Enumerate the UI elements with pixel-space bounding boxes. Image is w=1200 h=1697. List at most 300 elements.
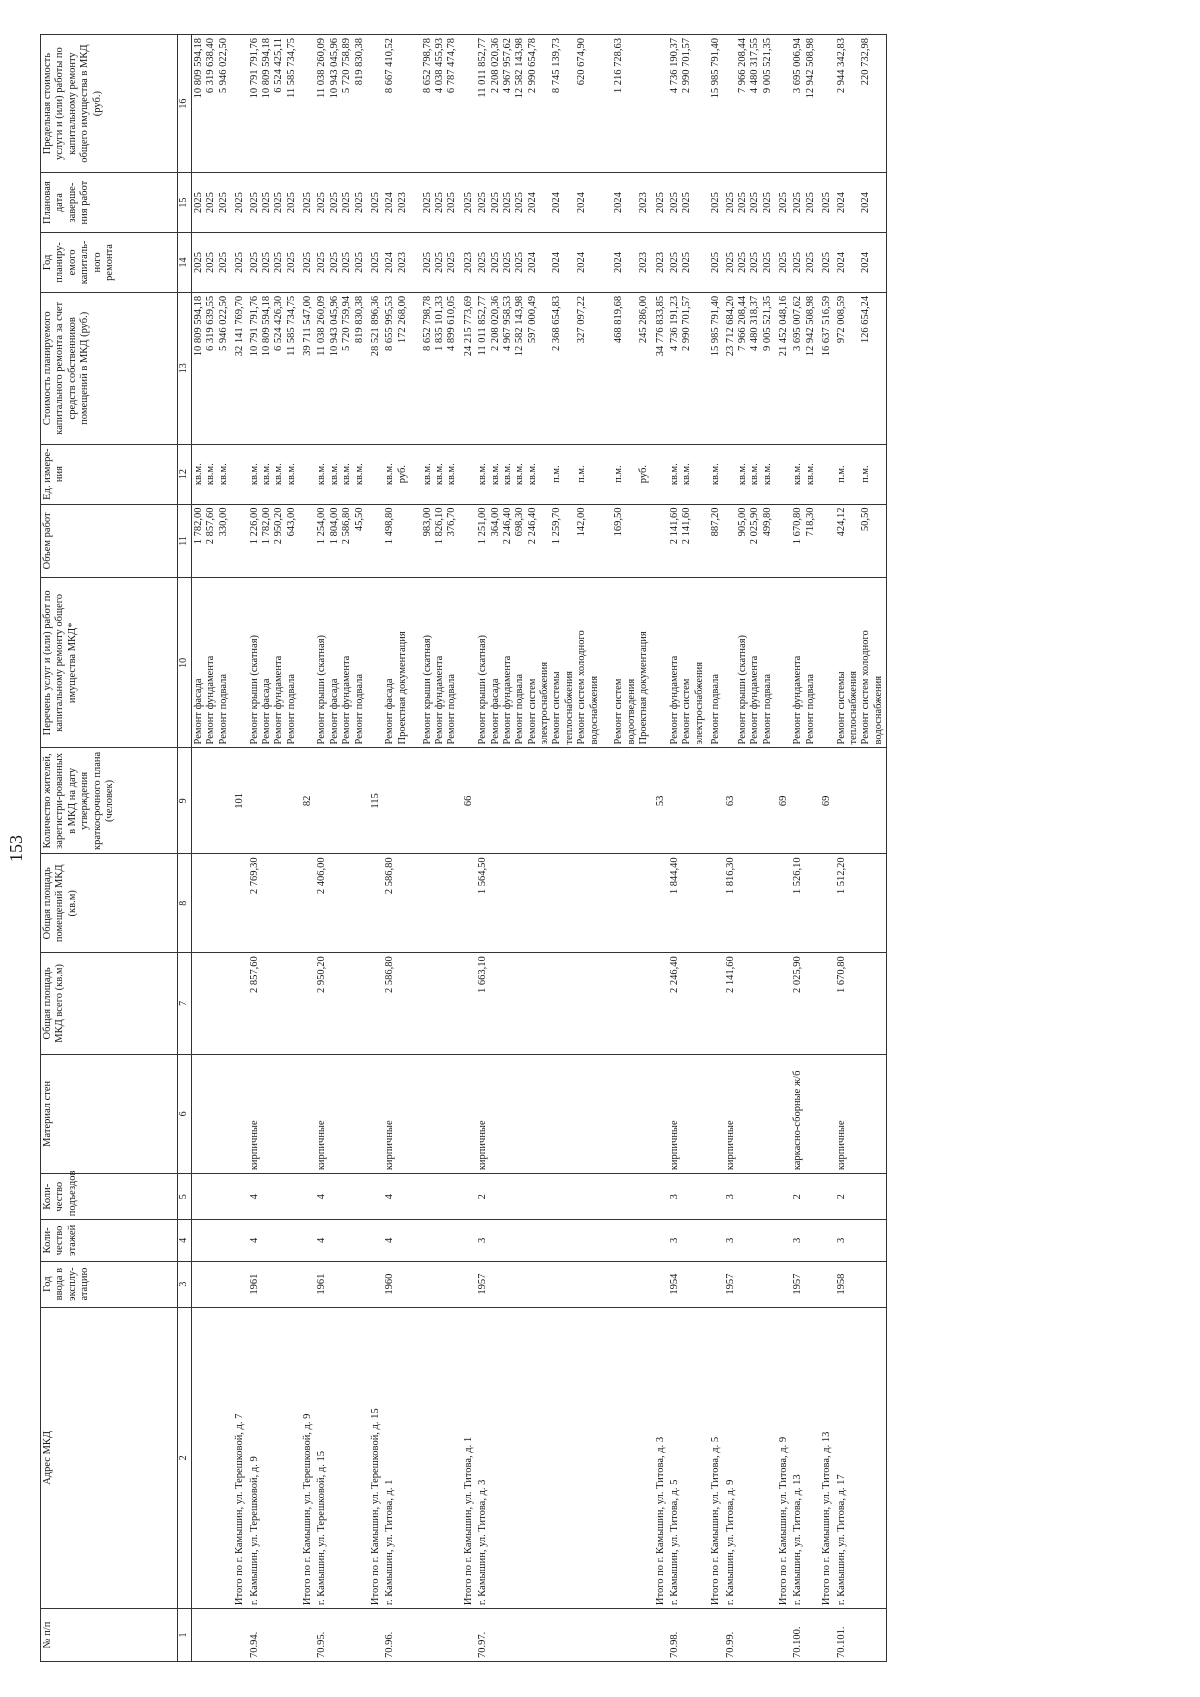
total-row xyxy=(818,35,834,1662)
empty-cell xyxy=(460,35,476,173)
table-body xyxy=(192,35,887,1662)
completion-year-line: 2025 xyxy=(477,192,489,214)
unit-line: кв.м. xyxy=(736,463,748,486)
empty-cell xyxy=(818,854,834,953)
total-area: 2 857,60 xyxy=(248,953,300,1054)
page-number-text: 153 xyxy=(5,835,26,862)
max-cost-line xyxy=(848,38,860,169)
total-repair-year: 2023 xyxy=(652,233,668,293)
work-volume-line: 1 804,00 xyxy=(328,507,340,545)
address: г. Камышин, ул. Терешковой, д. 15 xyxy=(315,1307,367,1608)
completion-year-line: 2025 xyxy=(749,192,761,214)
unit-line xyxy=(539,448,551,501)
completion-year-line: 2024 xyxy=(551,192,563,214)
work-volume-line xyxy=(539,508,551,575)
total-row xyxy=(652,35,668,1662)
empty-cell xyxy=(818,1054,834,1174)
repair-year-line xyxy=(873,236,885,289)
max-cost-line: 12 942 508,98 xyxy=(804,38,816,99)
repair-cost xyxy=(791,292,818,444)
completion-year xyxy=(791,173,818,233)
total-row xyxy=(299,35,315,1662)
wall-material: кирпичные xyxy=(835,1054,887,1174)
unit-line: п.м. xyxy=(576,465,588,483)
work-volume-line: 1 782,00 xyxy=(260,507,272,545)
unit-line: кв.м. xyxy=(501,463,513,486)
repair-year-line xyxy=(848,236,860,289)
completion-year-line: 2025 xyxy=(761,192,773,214)
unit-line: кв.м. xyxy=(193,463,204,486)
work-list-line: Ремонт систем xyxy=(526,678,538,745)
wall-material: кирпичные xyxy=(248,1054,300,1174)
repair-year-line: 2025 xyxy=(681,251,693,273)
completion-year xyxy=(248,173,300,233)
work-volume-line: 1 782,00 xyxy=(193,507,204,545)
row-number: 70.100. xyxy=(791,1609,818,1662)
empty-cell xyxy=(652,953,668,1054)
work-list-line: Ремонт фундамента xyxy=(205,655,217,745)
repair-cost-line: 2 368 654,83 xyxy=(551,295,563,351)
column-number: 14 xyxy=(178,233,192,293)
repair-cost-line: 4 967 958,53 xyxy=(501,295,513,351)
total-completion-year: 2025 xyxy=(460,173,476,233)
total-completion-year: 2025 xyxy=(231,173,247,233)
completion-year-line: 2025 xyxy=(217,192,229,214)
work-list xyxy=(383,578,459,748)
total-repair-year: 2025 xyxy=(231,233,247,293)
wall-material: каркасно-сборные ж/б xyxy=(791,1054,818,1174)
work-list-line: водоотведения xyxy=(625,678,637,745)
repair-cost-line: 597 000,49 xyxy=(526,295,538,344)
max-cost-line xyxy=(409,38,421,169)
column-number-row xyxy=(178,35,192,1662)
repair-cost-line: 5 720 759,94 xyxy=(341,295,353,351)
repair-year xyxy=(724,233,776,293)
column-number: 5 xyxy=(178,1174,192,1220)
work-volume-line xyxy=(601,508,613,575)
work-volume-line xyxy=(694,508,706,575)
completion-year-line: 2025 xyxy=(514,192,526,214)
repair-cost-line: 10 943 045,96 xyxy=(328,295,340,357)
max-cost-line xyxy=(539,38,551,169)
unit-line: п.м. xyxy=(613,465,625,483)
unit-line: кв.м. xyxy=(353,463,365,486)
repair-year xyxy=(707,233,723,293)
empty-cell xyxy=(652,1054,668,1174)
unit-line: кв.м. xyxy=(433,463,445,486)
empty-cell xyxy=(818,1261,834,1307)
wall-material: кирпичные xyxy=(383,1054,459,1174)
unit xyxy=(315,444,367,504)
unit-line xyxy=(589,448,601,501)
repair-cost-line: 468 819,68 xyxy=(613,295,625,344)
column-number: 4 xyxy=(178,1220,192,1261)
repair-cost-line: 2 990 701,57 xyxy=(681,295,693,351)
work-list-line: Ремонт крыши (скатная) xyxy=(248,634,260,745)
max-cost-line: 5 720 758,89 xyxy=(341,38,353,94)
work-list-line: Ремонт подвала xyxy=(761,673,773,745)
address: г. Камышин, ул. Титова, д. 1 xyxy=(383,1307,459,1608)
unit xyxy=(791,444,818,504)
completion-year-line: 2025 xyxy=(668,192,680,214)
empty-cell xyxy=(775,504,791,578)
column-header-14: Год планиру-емого капиталь-ного ремонта xyxy=(41,233,178,293)
repair-year-line: 2025 xyxy=(724,251,736,273)
work-list xyxy=(724,578,776,748)
entrances: 2 xyxy=(791,1174,818,1220)
row-number: 70.95. xyxy=(315,1609,367,1662)
max-cost-line: 4 967 957,62 xyxy=(501,38,513,94)
total-row xyxy=(231,35,247,1662)
building-row xyxy=(315,35,367,1662)
max-cost-line: 5 946 022,50 xyxy=(217,38,229,94)
column-header-6: Материал стен xyxy=(41,1054,178,1174)
repair-year xyxy=(668,233,707,293)
repair-year-line xyxy=(601,236,613,289)
residents: 82 xyxy=(299,748,315,854)
repair-year-line: 2025 xyxy=(761,251,773,273)
max-cost-line: 12 582 143,98 xyxy=(514,38,526,99)
empty-cell xyxy=(818,578,834,748)
repair-year-line: 2025 xyxy=(489,251,501,273)
work-volume-line: 2 246,40 xyxy=(526,507,538,545)
max-cost-line xyxy=(638,38,650,169)
work-list-line: Ремонт крыши (скатная) xyxy=(316,634,328,745)
max-cost xyxy=(248,35,300,173)
empty-cell xyxy=(707,854,723,953)
row-number xyxy=(299,1609,315,1662)
completion-year-line xyxy=(589,176,601,229)
repair-year xyxy=(383,233,459,293)
work-volume-line: 2 246,40 xyxy=(501,507,513,545)
repair-year xyxy=(248,233,300,293)
work-volume-line: 983,00 xyxy=(421,507,433,537)
total-repair-year: 2025 xyxy=(299,233,315,293)
max-cost-line: 2 990 654,78 xyxy=(526,38,538,94)
total-area: 2 025,90 xyxy=(791,953,818,1054)
empty-cell xyxy=(652,444,668,504)
unit-line xyxy=(694,448,706,501)
column-number: 8 xyxy=(178,854,192,953)
work-volume xyxy=(707,504,723,578)
building-row xyxy=(248,35,300,1662)
completion-year-line: 2025 xyxy=(273,192,285,214)
work-list-line: Проектная документация xyxy=(396,631,408,745)
total-cost: 24 215 773,69 xyxy=(460,292,476,444)
work-volume-line: 2 141,60 xyxy=(668,507,680,545)
work-volume-line: 499,80 xyxy=(761,507,773,537)
max-cost xyxy=(791,35,818,173)
work-list-line: теплоснабжения xyxy=(563,670,575,745)
address: г. Камышин, ул. Титова, д. 3 xyxy=(476,1307,651,1608)
max-cost-line: 4 480 317,55 xyxy=(749,38,761,94)
residents: 63 xyxy=(724,748,776,854)
unit-line: кв.м. xyxy=(328,463,340,486)
completion-year-line: 2025 xyxy=(792,192,804,214)
work-volume xyxy=(192,504,232,578)
repair-year-line: 2025 xyxy=(514,251,526,273)
unit-line: кв.м. xyxy=(316,463,328,486)
work-list-line: Ремонт крыши (скатная) xyxy=(421,634,433,745)
empty-cell xyxy=(707,953,723,1054)
unit-line xyxy=(725,448,737,501)
total-label: Итого по г. Камышин, ул. Терешковой, д. 9 xyxy=(299,1307,315,1608)
max-cost xyxy=(724,35,776,173)
work-list-line: Ремонт фундамента xyxy=(668,655,680,745)
empty-cell xyxy=(231,854,247,953)
total-label: Итого по г. Камышин, ул. Титова, д. 13 xyxy=(818,1307,834,1608)
wall-material: кирпичные xyxy=(315,1054,367,1174)
repair-year-line: 2025 xyxy=(273,251,285,273)
max-cost-line xyxy=(601,38,613,169)
unit-line: п.м. xyxy=(860,465,872,483)
work-list-line: Ремонт систем xyxy=(681,678,693,745)
unit-line: кв.м. xyxy=(248,463,260,486)
residents: 69 xyxy=(775,748,791,854)
completion-year-line: 2025 xyxy=(260,192,272,214)
completion-year xyxy=(383,173,459,233)
repair-cost-line: 6 524 426,30 xyxy=(273,295,285,351)
unit-line: кв.м. xyxy=(749,463,761,486)
completion-year-line xyxy=(848,176,860,229)
floors: 3 xyxy=(791,1220,818,1261)
completion-year-line: 2025 xyxy=(341,192,353,214)
repair-cost xyxy=(835,292,887,444)
completion-year xyxy=(476,173,651,233)
row-number: 70.97. xyxy=(476,1609,651,1662)
empty-cell xyxy=(367,1054,383,1174)
max-cost-line: 6 787 474,78 xyxy=(446,38,458,94)
column-header-2: Адрес МКД xyxy=(41,1307,178,1608)
empty-cell xyxy=(652,578,668,748)
page-number xyxy=(0,0,32,1697)
repair-year-line: 2025 xyxy=(477,251,489,273)
empty-cell xyxy=(367,854,383,953)
completion-year-line xyxy=(539,176,551,229)
repair-cost-line: 23 712 684,20 xyxy=(724,295,736,357)
work-volume-line xyxy=(638,508,650,575)
repair-year xyxy=(791,233,818,293)
max-cost-line: 8 667 410,52 xyxy=(384,38,396,94)
empty-cell xyxy=(299,1220,315,1261)
total-area: 2 586,80 xyxy=(383,953,459,1054)
row-number xyxy=(367,1609,383,1662)
row-number: 70.98. xyxy=(668,1609,707,1662)
repair-year xyxy=(476,233,651,293)
repair-year-line: 2024 xyxy=(526,251,538,273)
work-volume-line: 2 950,20 xyxy=(273,507,285,545)
repair-cost xyxy=(383,292,459,444)
work-volume xyxy=(724,504,776,578)
repair-cost xyxy=(315,292,367,444)
work-volume-line: 1 251,00 xyxy=(477,507,489,545)
work-volume-line: 1 259,70 xyxy=(551,507,563,545)
unit-line xyxy=(848,448,860,501)
repair-cost xyxy=(248,292,300,444)
repair-year-line: 2025 xyxy=(804,251,816,273)
column-number: 6 xyxy=(178,1054,192,1174)
repair-cost-line: 9 005 521,35 xyxy=(761,295,773,351)
empty-cell xyxy=(707,748,723,854)
repair-year-line: 2025 xyxy=(433,251,445,273)
work-volume-line: 45,50 xyxy=(353,507,365,532)
repair-cost-line: 245 286,00 xyxy=(638,295,650,344)
total-repair-year: 2023 xyxy=(460,233,476,293)
work-volume-line xyxy=(626,508,638,575)
empty-cell xyxy=(299,578,315,748)
repair-year-line: 2025 xyxy=(285,251,297,273)
repair-year-line xyxy=(564,236,576,289)
row-number xyxy=(707,1609,723,1662)
work-volume-line xyxy=(848,508,860,575)
completion-year-line: 2025 xyxy=(710,192,722,214)
max-cost xyxy=(707,35,723,173)
max-cost-line: 8 652 798,78 xyxy=(421,38,433,94)
completion-year-line xyxy=(601,176,613,229)
work-list-line: Ремонт подвала xyxy=(353,673,365,745)
row-number xyxy=(231,1609,247,1662)
repair-year-line: 2024 xyxy=(835,251,847,273)
entrances: 2 xyxy=(476,1174,651,1220)
repair-cost-line xyxy=(873,296,885,441)
row-number: 70.99. xyxy=(724,1609,776,1662)
work-list xyxy=(248,578,300,748)
repair-cost-line: 10 809 594,18 xyxy=(193,295,204,357)
empty-cell xyxy=(775,953,791,1054)
repair-cost-line xyxy=(601,296,613,441)
max-cost-line xyxy=(694,38,706,169)
total-label: Итого по г. Камышин, ул. Титова, д. 3 xyxy=(652,1307,668,1608)
building-row xyxy=(668,35,707,1662)
residents: 101 xyxy=(231,748,247,854)
repair-year-line: 2025 xyxy=(353,251,365,273)
wall-material: кирпичные xyxy=(724,1054,776,1174)
empty-cell xyxy=(818,504,834,578)
completion-year-line: 2025 xyxy=(328,192,340,214)
unit-line: кв.м. xyxy=(260,463,272,486)
max-cost-line: 6 319 638,40 xyxy=(205,38,217,94)
max-cost-line: 2 208 020,36 xyxy=(489,38,501,94)
completion-year-line: 2025 xyxy=(446,192,458,214)
row-number: 70.101. xyxy=(835,1609,887,1662)
year-built: 1957 xyxy=(791,1261,818,1307)
total-row xyxy=(775,35,791,1662)
repair-year-line: 2024 xyxy=(860,251,872,273)
column-number: 13 xyxy=(178,292,192,444)
total-row xyxy=(367,35,383,1662)
completion-year-line: 2023 xyxy=(396,192,408,214)
column-header-7: Общая площадь МКД всего (кв.м) xyxy=(41,953,178,1054)
work-list-line: Ремонт подвала xyxy=(804,673,816,745)
row-number xyxy=(192,1609,232,1662)
column-header-11: Объем работ xyxy=(41,504,178,578)
completion-year xyxy=(315,173,367,233)
year-built: 1961 xyxy=(315,1261,367,1307)
repair-cost-line: 4 736 191,23 xyxy=(668,295,680,351)
unit-line xyxy=(409,448,421,501)
building-row xyxy=(476,35,651,1662)
completion-year xyxy=(724,173,776,233)
completion-year-line: 2025 xyxy=(353,192,365,214)
empty-cell xyxy=(231,35,247,173)
premises-area: 1 526,10 xyxy=(791,854,818,953)
max-cost-line: 4 736 190,37 xyxy=(668,38,680,94)
repair-year-line: 2023 xyxy=(638,251,650,273)
max-cost-line: 11 585 734,75 xyxy=(285,38,297,98)
work-list-line: Ремонт системы xyxy=(835,671,847,745)
total-cost: 28 521 896,36 xyxy=(367,292,383,444)
work-volume-line: 905,00 xyxy=(736,507,748,537)
repair-year-line: 2024 xyxy=(613,251,625,273)
unit xyxy=(192,444,232,504)
work-list-line xyxy=(601,581,613,744)
residents xyxy=(192,748,232,854)
repair-year-line: 2025 xyxy=(668,251,680,273)
empty-cell xyxy=(299,35,315,173)
repair-cost-line xyxy=(539,296,551,441)
column-header-12: Ед. измере-ния xyxy=(41,444,178,504)
column-header-1: № п/п xyxy=(41,1609,178,1662)
work-list-line: Ремонт подвала xyxy=(285,673,297,745)
unit-line: кв.м. xyxy=(761,463,773,486)
floors: 3 xyxy=(668,1220,707,1261)
empty-cell xyxy=(231,1054,247,1174)
unit-line: кв.м. xyxy=(489,463,501,486)
address xyxy=(192,1307,232,1608)
total-area: 1 670,80 xyxy=(835,953,887,1054)
repair-cost-line: 1 835 101,33 xyxy=(433,295,445,351)
max-cost-line xyxy=(397,38,409,169)
work-volume-line: 2 025,90 xyxy=(749,507,761,545)
unit-line: руб. xyxy=(396,465,408,484)
max-cost xyxy=(192,35,232,173)
column-header-4: Коли-чество этажей xyxy=(41,1220,178,1261)
repair-year-line: 2025 xyxy=(316,251,328,273)
unit-line xyxy=(873,448,885,501)
empty-cell xyxy=(460,1054,476,1174)
empty-cell xyxy=(299,953,315,1054)
total-repair-year: 2025 xyxy=(775,233,791,293)
work-list-line: водоснабжения xyxy=(872,675,884,745)
repair-cost-line: 10 809 594,18 xyxy=(260,295,272,357)
empty-cell xyxy=(652,504,668,578)
work-volume-line: 1 226,00 xyxy=(248,507,260,545)
entrances xyxy=(192,1174,232,1220)
unit-line: кв.м. xyxy=(710,463,722,486)
repair-cost-line: 819 830,38 xyxy=(353,295,365,344)
completion-year-line: 2025 xyxy=(433,192,445,214)
residents: 66 xyxy=(460,748,476,854)
empty-cell xyxy=(367,504,383,578)
unit xyxy=(707,444,723,504)
empty-cell xyxy=(367,1261,383,1307)
max-cost-line: 620 674,90 xyxy=(576,38,588,86)
completion-year-line: 2025 xyxy=(193,192,204,214)
work-volume-line: 1 670,80 xyxy=(792,507,804,545)
work-list-line: Ремонт крыши (скатная) xyxy=(736,634,748,745)
building-row xyxy=(791,35,818,1662)
unit xyxy=(248,444,300,504)
empty-cell xyxy=(652,1220,668,1261)
empty-cell xyxy=(460,854,476,953)
repair-cost-line: 327 097,22 xyxy=(576,295,588,344)
year-built xyxy=(192,1261,232,1307)
work-list-line: Ремонт фундамента xyxy=(273,655,285,745)
work-list-line: теплоснабжения xyxy=(848,670,860,745)
empty-cell xyxy=(460,1174,476,1220)
unit-line: кв.м. xyxy=(384,463,396,486)
repair-year xyxy=(315,233,367,293)
